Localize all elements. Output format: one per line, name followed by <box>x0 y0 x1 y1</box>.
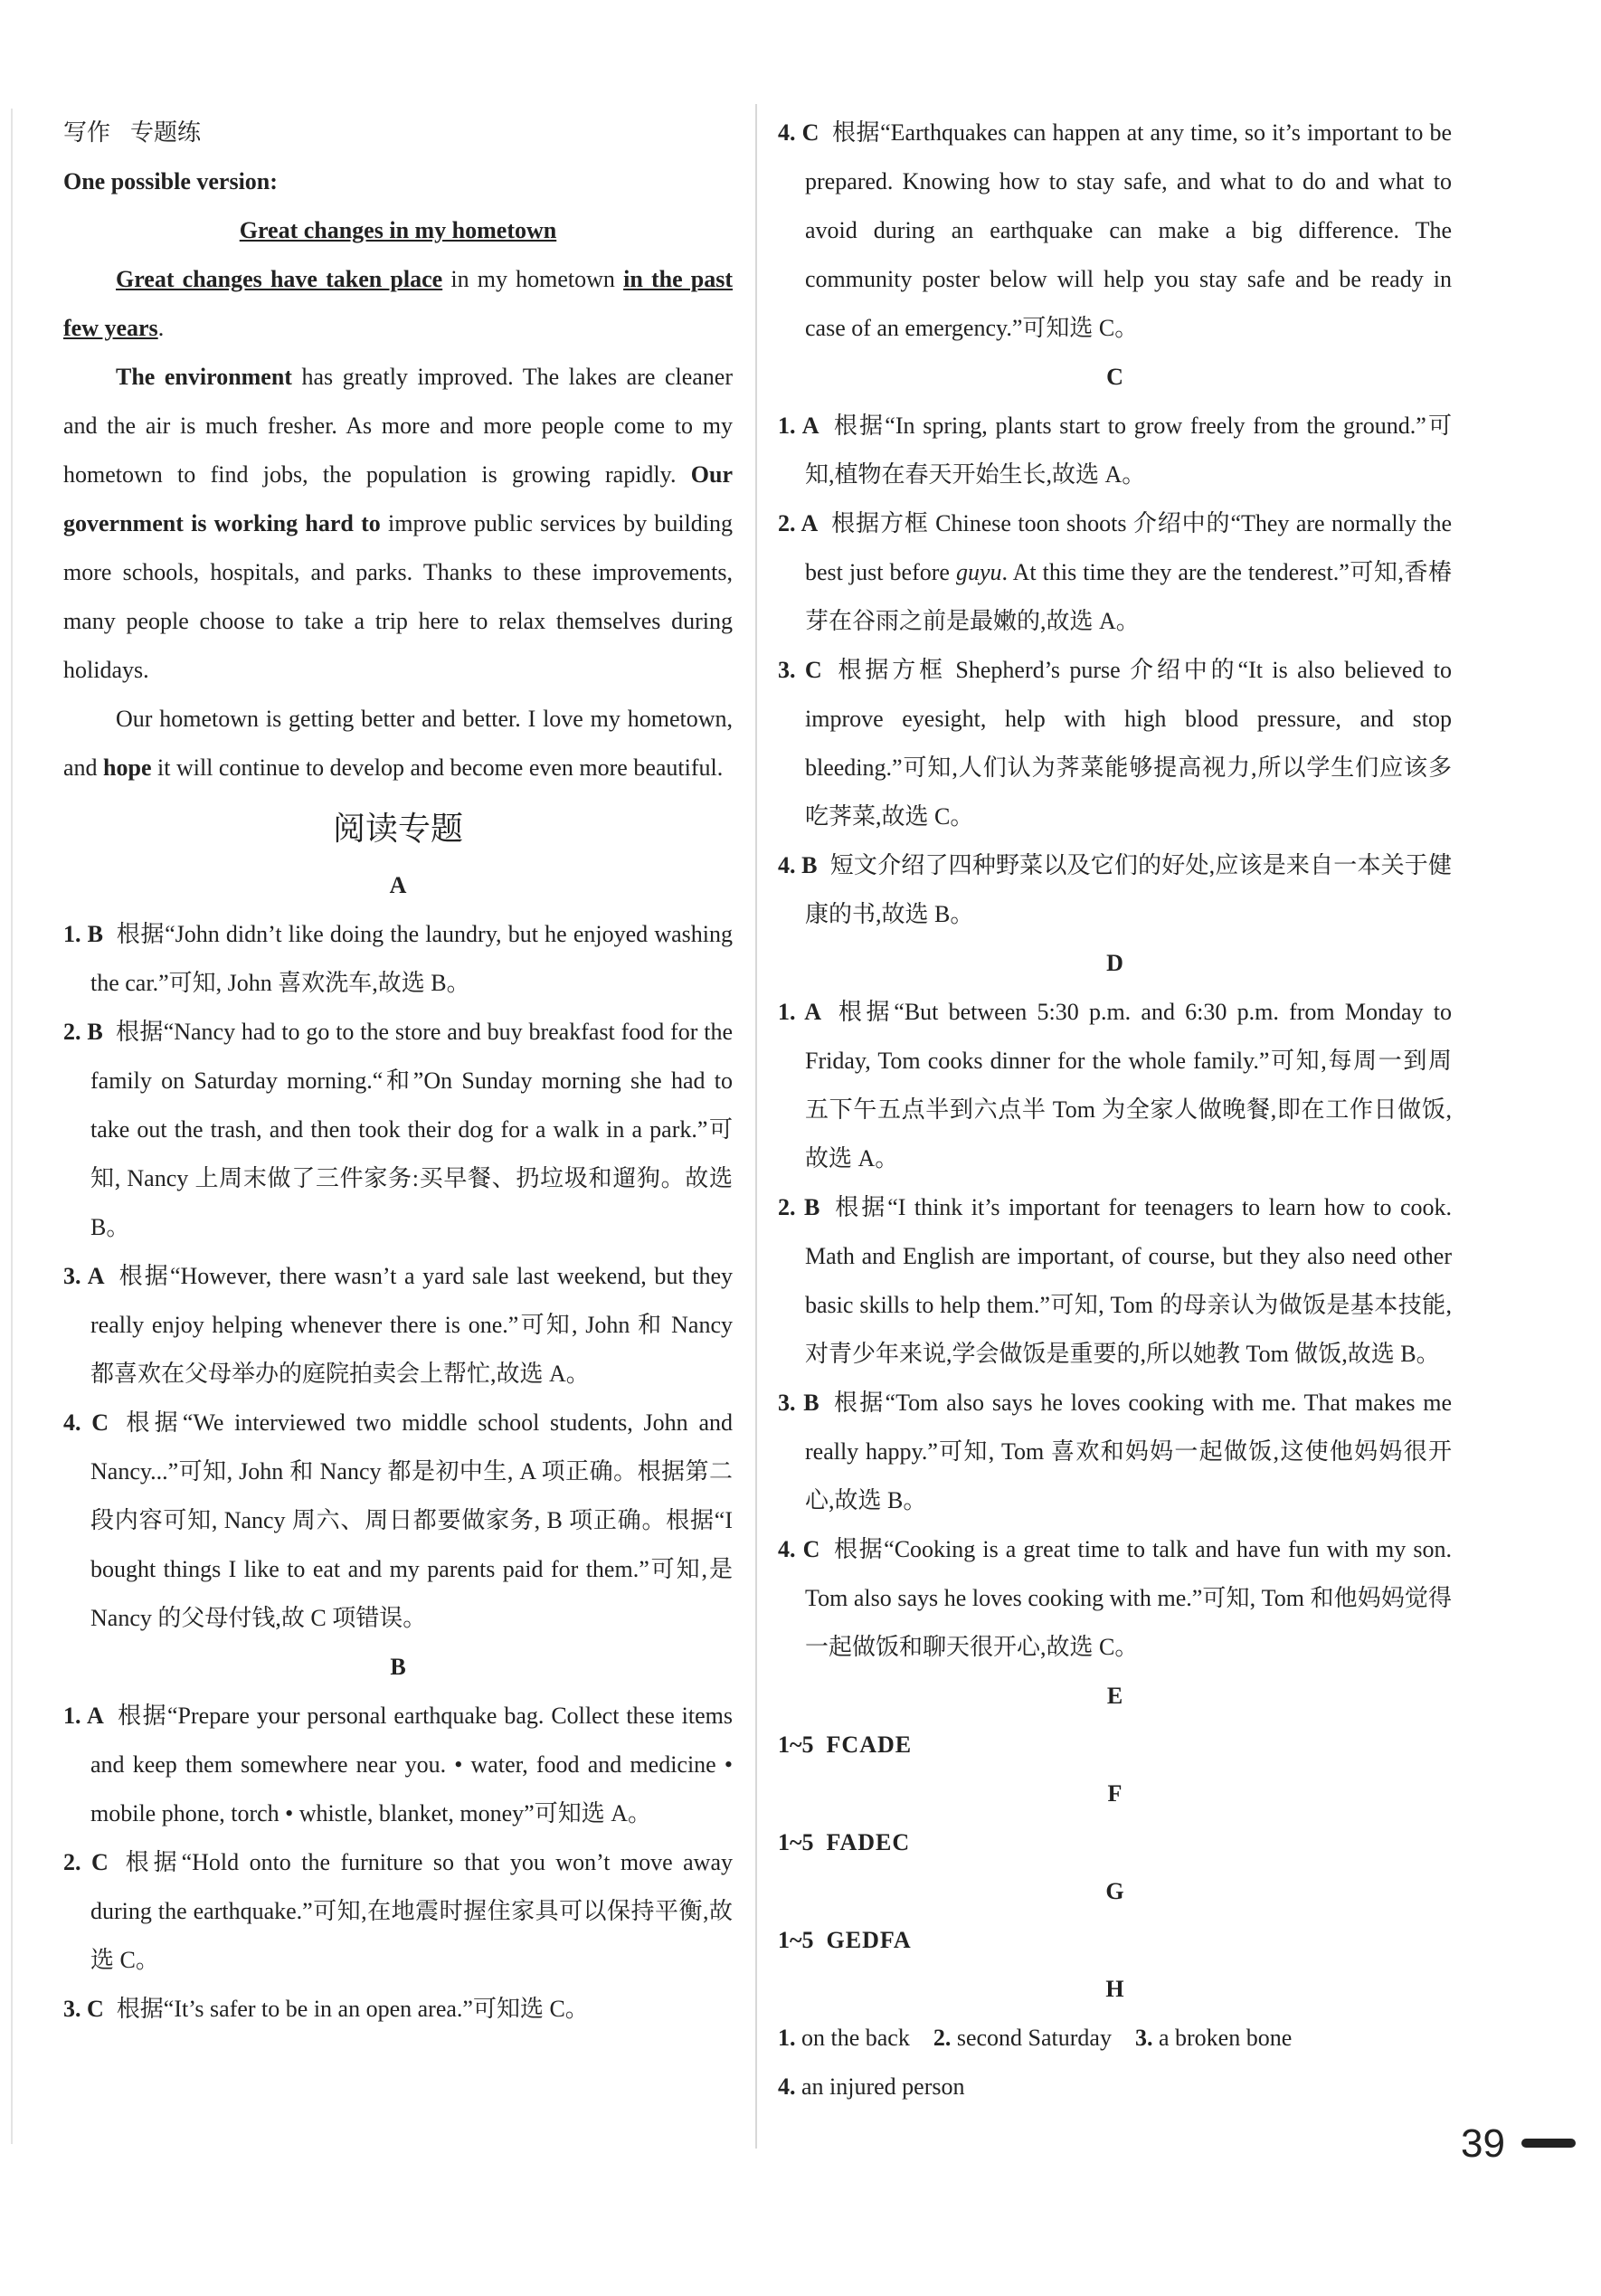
answer-b-4: 4. C 根据“Earthquakes can happen at any time, so it’s important to be prepared. Knowing how to stay safe, and what to do and what to avoid during an earthquake can make a big difference. The community poster below will help you stay safe and be ready in case of an emergency.”可知选 C。 <box>778 119 1453 341</box>
header-practice: 专题练 <box>130 119 202 147</box>
part-h-heading: H <box>1105 1976 1124 2002</box>
right-column <box>778 109 1452 2111</box>
answer-a-1: 1. B 根据“John didn’t like doing the laundry, but he enjoyed washing the car.”可知, John 喜欢洗车,故选 B。 <box>63 921 733 996</box>
section-header <box>63 109 733 157</box>
essay-paragraph-2: The environment has greatly improved. The lakes are cleaner and the air is much fresher. As more and more people come to my hometown to find jobs, the population is growing rapidly. Our government is working hard to improve public services by building more schools, hospitals, and parks. Thanks to these improvements, many people choose to take a trip here to relax themselves during holidays. <box>63 364 733 683</box>
essay-paragraph-1: Great changes have taken place in my hometown in the past few years. <box>63 266 734 341</box>
reading-section-title: 阅读专题 <box>332 811 463 848</box>
essay-title: Great changes in my hometown <box>239 217 557 243</box>
part-g-heading: G <box>1105 1878 1124 1904</box>
answer-a-4: 4. C 根据“We interviewed two middle school students, John and Nancy...”可知, John 和 Nancy 都是初中生, A 项正确。根据第二段内容可知, Nancy 周六、周日都要做家务, B 项正确。根据“I bought things I like to eat and my parents paid for them.”可知,是 Nancy 的父母付钱,故 C 项错误。 <box>63 1409 733 1631</box>
left-margin-line <box>11 109 13 2144</box>
part-b-heading: B <box>390 1654 406 1680</box>
answer-d-2: 2. B 根据“I think it’s important for teenagers to learn how to cook. Math and English are important, of course, but they also need other basic skills to help them.”可知, Tom 的母亲认为做饭是基本技能,对青少年来说,学会做饭是重要的,所以她教 Tom 做饭,故选 B。 <box>778 1194 1453 1367</box>
part-e-heading: E <box>1106 1683 1123 1709</box>
column-divider <box>755 104 757 2149</box>
answer-d-1: 1. A 根据“But between 5:30 p.m. and 6:30 p.m. from Monday to Friday, Tom cooks dinner for the whole family.”可知,每周一到周五下午五点半到六点半 Tom 为全家人做晚餐,即在工作日做饭,故选 A。 <box>778 999 1452 1172</box>
essay-paragraph-3: Our hometown is getting better and better. I love my hometown, and hope it will continue to develop and become even more beautiful. <box>63 706 733 781</box>
answer-b-3: 3. C 根据“It’s safer to be in an open area.”可知选 C。 <box>63 1996 589 2022</box>
answer-a-3: 3. A 根据“However, there wasn’t a yard sale last weekend, but they really enjoy helping whenever there is one.”可知, John 和 Nancy 都喜欢在父母举办的庭院拍卖会上帮忙,故选 A。 <box>63 1263 734 1387</box>
answer-e: 1~5 FCADE <box>778 1731 913 1758</box>
answer-d-3: 3. B 根据“Tom also says he loves cooking with me. That makes me really happy.”可知, Tom 喜欢和妈妈一起做饭,这使他妈妈很开心,故选 B。 <box>778 1390 1452 1513</box>
answer-b-1: 1. A 根据“Prepare your personal earthquake bag. Collect these items and keep them somewhere near you. • water, food and medicine • mobile phone, torch • whistle, blanket, money”可知选 A。 <box>63 1703 733 1826</box>
answer-d-4: 4. C 根据“Cooking is a great time to talk and have fun with my son. Tom also says he loves cooking with me.”可知, Tom 和他妈妈觉得一起做饭和聊天很开心,故选 C。 <box>778 1536 1452 1660</box>
answer-c-1: 1. A 根据“In spring, plants start to grow freely from the ground.”可知,植物在春天开始生长,故选 A。 <box>778 413 1452 488</box>
answer-f: 1~5 FADEC <box>778 1829 911 1855</box>
part-f-heading: F <box>1107 1780 1123 1807</box>
header-writing: 写作 <box>63 119 111 147</box>
answer-a-2: 2. B 根据“Nancy had to go to the store and buy breakfast food for the family on Saturday morning.“和”On Sunday morning she had to take out the trash, and then took their dog for a walk in a park.”可知, Nancy 上周末做了三件家务:买早餐、扔垃圾和遛狗。故选 B。 <box>63 1019 734 1240</box>
part-d-heading: D <box>1106 950 1123 976</box>
part-c-heading: C <box>1106 364 1123 390</box>
answer-b-2: 2. C 根据“Hold onto the furniture so that you won’t move away during the earthquake.”可知,在地震时握住家具可以保持平衡,故选 C。 <box>63 1849 734 1973</box>
page-number-bar <box>1521 2139 1576 2148</box>
answer-c-4: 4. B 短文介绍了四种野菜以及它们的好处,应该是来自一本关于健康的书,故选 B。 <box>778 852 1452 927</box>
page-number: 39 <box>1461 2121 1505 2166</box>
answer-c-3: 3. C 根据方框 Shepherd’s purse 介绍中的“It is also believed to improve eyesight, help with high blood pressure, and stop bleeding.”可知,人们认为荠菜能够提高视力,所以学生们应该多吃荠菜,故选 C。 <box>778 657 1452 830</box>
answer-g: 1~5 GEDFA <box>778 1927 912 1953</box>
answer-h-line-2: 4. an injured person <box>778 2073 965 2100</box>
answer-h-line-1: 1. on the back 2. second Saturday 3. a broken bone <box>778 2025 1293 2051</box>
part-a-heading: A <box>389 872 407 898</box>
left-column <box>63 109 733 2034</box>
answer-c-2: 2. A 根据方框 Chinese toon shoots 介绍中的“They are normally the best just before guyu. At this time they are the tenderest.”可知,香椿芽在谷雨之前是最嫩的,故选 A。 <box>778 510 1453 634</box>
essay-intro: One possible version: <box>63 168 278 194</box>
